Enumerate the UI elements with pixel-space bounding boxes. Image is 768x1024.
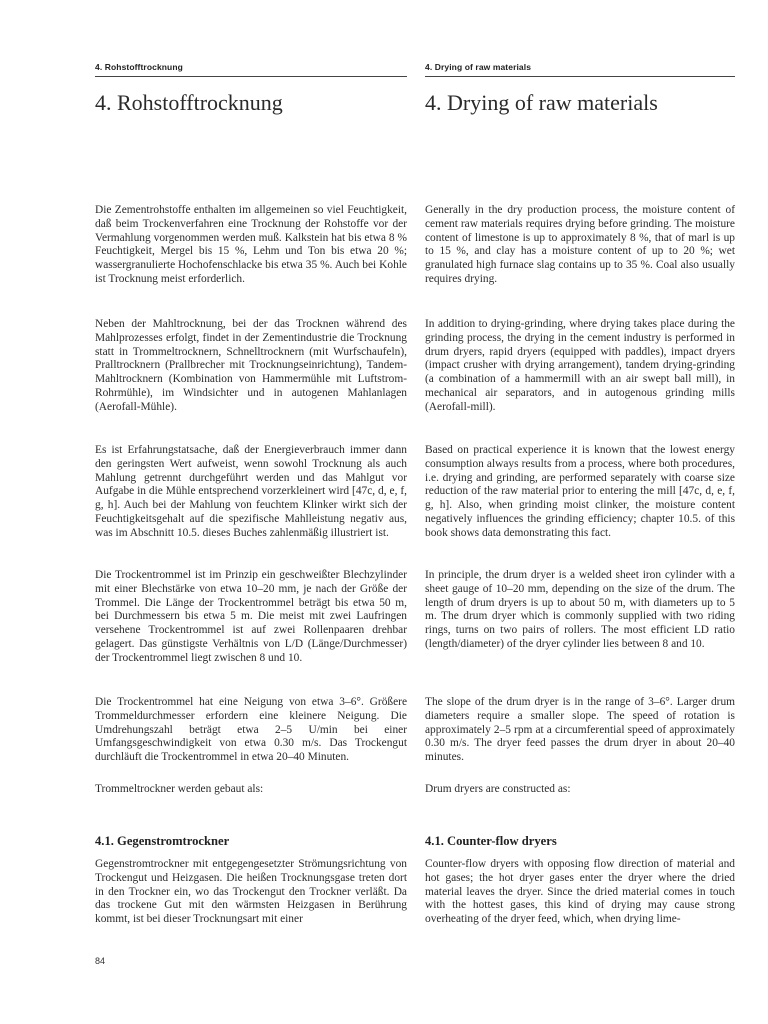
paragraph-english-6: Drum dryers are constructed as:: [425, 783, 571, 795]
paragraph-german-3: Es ist Erfahrungstatsache, daß der Energieverbrauch immer dann den geringsten Wert aufweist, wenn sowohl Trocknung als auch Mahlung getrennt durchgeführt werden und das Mahlgut vor Aufgabe in die Mühle entsprechend vorzerkleinert wird [47c, d, e, f, g, h]. Auch bei der Mahlung von feuchtem Klinker wirkt sich der Feuchtigkeitsgehalt auf die spezifische Mahlleistung negativ aus, was im Abschnitt 10.5. dieses Buches zahlenmäßig illustriert ist.: [95, 444, 407, 539]
page-number: 84: [95, 956, 106, 966]
section-paragraph-english: Counter-flow dryers with opposing flow direction of material and hot gases; the hot dryer gases enter the dryer where the dried material leaves the dryer. Since the dried material comes in touch with the hottest gases, this kind of drying may cause strong overheating of the dryer feed, which, when drying lime-: [425, 858, 735, 926]
paragraph-german-2: Neben der Mahltrocknung, bei der das Trocknen während des Mahlprozesses erfolgt, findet in der Zementindustrie die Trocknung statt in Trommeltrocknern, Schnelltrocknern (mit Wurfschaufeln), Pralltrocknern (Prallbrecher mit Trocknungseinrichtung), Tandem-Mahltrocknern (Kombination von Hammermühle mit Luftstrom-Rohrmühle), im Windsichter und in autogenen Mahlanlagen (Aerofall-Mühle).: [95, 318, 407, 413]
running-head-german: 4. Rohstofftrocknung: [95, 62, 183, 72]
paragraph-german-1: Die Zementrohstoffe enthalten im allgemeinen so viel Feuchtigkeit, daß beim Trockenverfahren eine Trocknung der Rohstoffe vor der Vermahlung vorgenommen werden muß. Kalkstein hat bis etwa 8 % Feuchtigkeit, Mergel bis 15 %, Lehm und Ton bis etwa 20 %; wassergranulierte Hochofenschlacke bis etwa 35 %. Auch bei Kohle ist Trocknung meist erforderlich.: [95, 204, 407, 285]
paragraph-english-4: In principle, the drum dryer is a welded sheet iron cylinder with a sheet gauge of 10–20 mm, depending on the size of the drum. The length of drum dryers is up to about 50 m, with diameters up to 5 m. The drum dryer which is commonly supplied with two riding rings, turns on two pairs of rollers. The most efficient LD ratio (length/diameter) of the dryer cylinder lies between 8 and 10.: [425, 569, 735, 650]
section-title-german: 4.1. Gegenstromtrockner: [95, 834, 230, 848]
chapter-title-german: 4. Rohstofftrocknung: [95, 90, 283, 115]
paragraph-german-6: Trommeltrockner werden gebaut als:: [95, 783, 264, 795]
chapter-title-english: 4. Drying of raw materials: [425, 90, 658, 115]
paragraph-english-3: Based on practical experience it is known that the lowest energy consumption always results from a process, where both procedures, i.e. drying and grinding, are performed separately with coarse size reduction of the raw material prior to entering the mill [47c, d, e, f, g, h]. Also, when grinding moist clinker, the moisture content negatively influences the grinding efficiency; chapter 10.5. of this book shows data demonstrating this fact.: [425, 444, 735, 539]
paragraph-german-4: Die Trockentrommel ist im Prinzip ein geschweißter Blechzylinder mit einer Blechstärke von etwa 10–20 mm, je nach der Größe der Trommel. Die Länge der Trockentrommel beträgt bis etwa 50 m, bei Durchmessern bis etwa 5 m. Die meist mit zwei Laufringen versehene Trockentrommel ist auf zwei Rollenpaaren drehbar gelagert. Das günstigste Verhältnis von L/D (Länge/Durchmesser) der Trockentrommel liegt zwischen 8 und 10.: [95, 569, 407, 664]
paragraph-german-5: Die Trockentrommel hat eine Neigung von etwa 3–6°. Größere Trommeldurchmesser erfordern eine kleinere Neigung. Die Umdrehungszahl beträgt etwa 2–5 U/min bei einer Umfangsgeschwindigkeit von etwa 0.30 m/s. Das Trockengut durchläuft die Trockentrommel in etwa 20–40 Minuten.: [95, 696, 407, 764]
paragraph-english-2: In addition to drying-grinding, where drying takes place during the grinding process, the drying in the cement industry is performed in drum dryers, rapid dryers (equipped with paddles), impact dryers (impact crusher with drying arrangement), tandem drying-grinding (a combination of a hammermill with an air swept ball mill), in mechanical air separators, and in autogenous grinding mills (Aerofall-mill).: [425, 318, 735, 413]
paragraph-english-5: The slope of the drum dryer is in the range of 3–6°. Larger drum diameters require a smaller slope. The speed of rotation is approximately 2–5 rpm at a circumferential speed of approximately 0.30 m/s. The dryer feed passes the drum dryer in about 20–40 minutes.: [425, 696, 735, 764]
header-rule-english: [425, 76, 735, 77]
running-head-english: 4. Drying of raw materials: [425, 62, 532, 72]
section-title-english: 4.1. Counter-flow dryers: [425, 834, 557, 848]
header-rule-german: [95, 76, 407, 77]
section-paragraph-german: Gegenstromtrockner mit entgegengesetzter Strömungsrichtung von Trockengut und Heizgasen. Die heißen Trocknungsgase treten dort in den Trockner ein, wo das Trockengut den Trockner verläßt. Da das trockene Gut mit den wärmsten Heizgasen in Berührung kommt, ist bei dieser Trocknungsart mit einer: [95, 858, 407, 926]
paragraph-english-1: Generally in the dry production process, the moisture content of cement raw materials requires drying before grinding. The moisture content of limestone is up to approximately 8 %, that of marl is up to 15 %, and clay has a moisture content of up to 20 %; wet granulated high furnace slag contains up to 35 %. Coal also usually requires drying.: [425, 204, 735, 285]
